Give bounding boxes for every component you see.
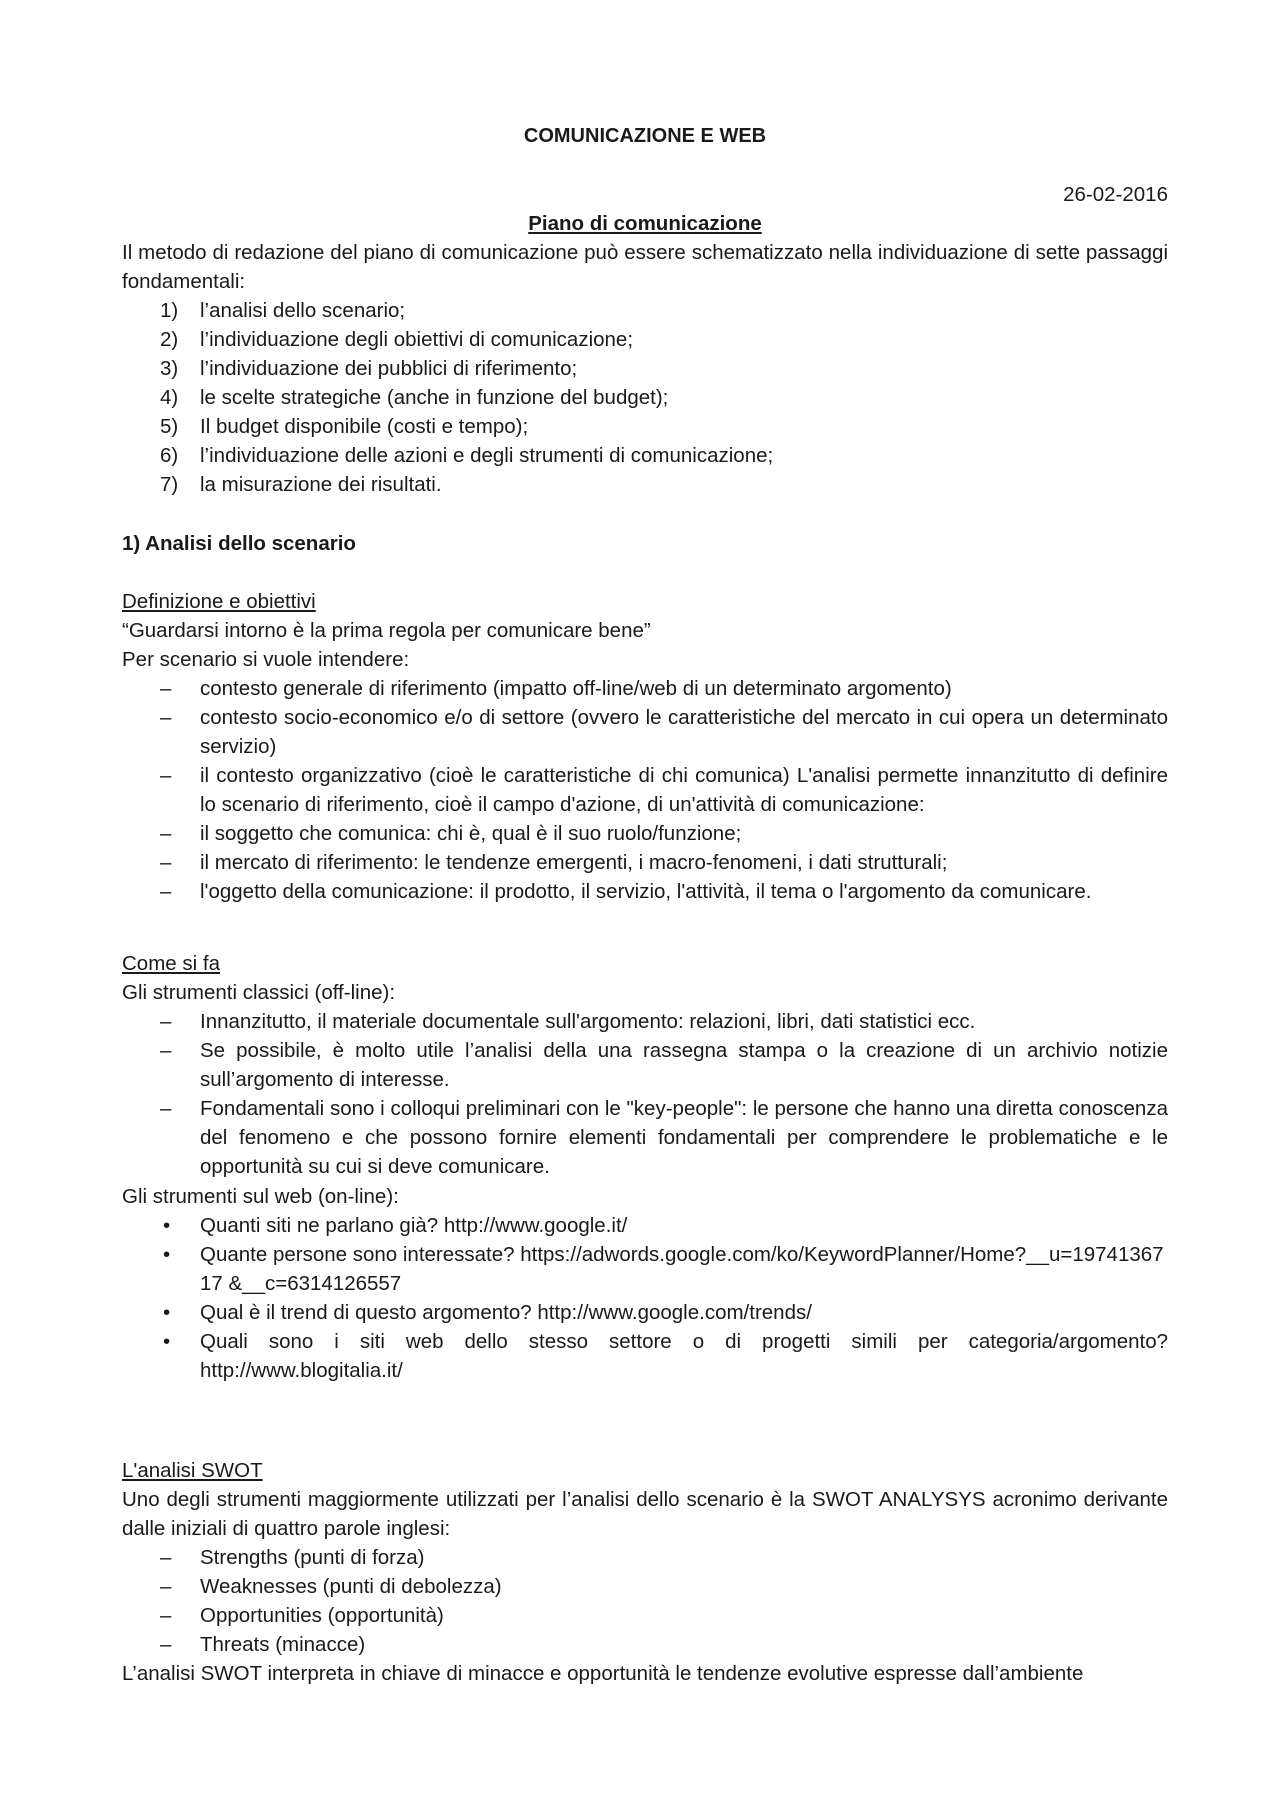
swot-list [122, 1543, 1168, 1659]
definizione-lead: Per scenario si vuole intendere: [122, 648, 410, 671]
offline-lead: Gli strumenti classici (off-line): [122, 981, 396, 1004]
list-item [122, 470, 1168, 499]
swot-closing: L’analisi SWOT interpreta in chiave di minacce e opportunità le tendenze evolutive espresse dall’ambiente [122, 1662, 1084, 1685]
list-item-number: 5) [160, 415, 179, 438]
list-item: – Innanzitutto, il materiale documentale sull'argomento: relazioni, libri, dati statistici ecc. [122, 1007, 1168, 1036]
subsection-heading-definizione: Definizione e obiettivi [122, 590, 316, 613]
list-item [122, 441, 1168, 470]
list-item-number: 1) [160, 299, 179, 322]
swot-intro: Uno degli strumenti maggiormente utilizzati per l’analisi dello scenario è la SWOT ANALYSYS acronimo derivante dalle iniziali di quattro parole inglesi: [122, 1488, 1168, 1540]
list-item: – contesto generale di riferimento (impatto off-line/web di un determinato argomento) [122, 674, 1168, 703]
definizione-list-container [122, 674, 1168, 906]
intro-text: Il metodo di redazione del piano di comunicazione può essere schematizzato nella individuazione di sette passaggi fondamentali: [122, 241, 1168, 293]
section-heading: 1) Analisi dello scenario [122, 532, 356, 555]
list-item [122, 412, 1168, 441]
definizione-list [122, 674, 1168, 906]
list-item: – il mercato di riferimento: le tendenze emergenti, i macro-fenomeni, i dati strutturali; [122, 848, 1168, 877]
subsection-heading-swot: L'analisi SWOT [122, 1459, 263, 1482]
list-item: – Fondamentali sono i colloqui preliminari con le "key-people": le persone che hanno una diretta conoscenza del fenomeno e che possono fornire elementi fondamentali per comprendere le problematiche e le opportunità su cui si deve comunicare. [122, 1094, 1168, 1181]
list-item-text: l’individuazione degli obiettivi di comunicazione; [200, 328, 634, 351]
list-item: • Quali sono i siti web dello stesso settore o di progetti simili per categoria/argomento? http://www.blogitalia.it/ [122, 1327, 1168, 1385]
list-item: • Quante persone sono interessate? https://adwords.google.com/ko/KeywordPlanner/Home?__u=1974136717 &__c=6314126557 [122, 1240, 1168, 1298]
online-list-container [122, 1211, 1168, 1385]
online-lead: Gli strumenti sul web (on-line): [122, 1185, 399, 1208]
offline-list-container [122, 1007, 1168, 1181]
list-item-number: 3) [160, 357, 179, 380]
list-item: – l'oggetto della comunicazione: il prodotto, il servizio, l'attività, il tema o l'argomento da comunicare. [122, 877, 1168, 906]
list-item-text: Il budget disponibile (costi e tempo); [200, 415, 529, 438]
list-item: • Qual è il trend di questo argomento? http://www.google.com/trends/ [122, 1298, 1168, 1327]
list-item [122, 325, 1168, 354]
subsection-heading-come: Come si fa [122, 952, 220, 975]
offline-list [122, 1007, 1168, 1181]
list-item: – Threats (minacce) [122, 1630, 1168, 1659]
list-item [122, 354, 1168, 383]
list-item-text: la misurazione dei risultati. [200, 473, 442, 496]
document-title: COMUNICAZIONE E WEB [523, 125, 767, 147]
list-item-text: le scelte strategiche (anche in funzione del budget); [200, 386, 669, 409]
list-item: – contesto socio-economico e/o di settore (ovvero le caratteristiche del mercato in cui opera un determinato servizio) [122, 703, 1168, 761]
list-item [122, 296, 1168, 325]
intro-paragraph [122, 238, 1168, 296]
swot-list-container [122, 1543, 1168, 1659]
list-item: – il soggetto che comunica: chi è, qual è il suo ruolo/funzione; [122, 819, 1168, 848]
list-item-number: 4) [160, 386, 179, 409]
list-item-text: l’analisi dello scenario; [200, 299, 406, 322]
quote-text: “Guardarsi intorno è la prima regola per comunicare bene” [122, 619, 651, 642]
document-subtitle: Piano di comunicazione [528, 212, 762, 235]
list-item [122, 383, 1168, 412]
list-item-number: 2) [160, 328, 179, 351]
document-date: 26-02-2016 [1063, 183, 1168, 206]
list-item-number: 6) [160, 444, 179, 467]
list-item: – Weaknesses (punti di debolezza) [122, 1572, 1168, 1601]
list-item: – il contesto organizzativo (cioè le caratteristiche di chi comunica) L'analisi permette innanzitutto di definire lo scenario di riferimento, cioè il campo d'azione, di un'attività di comunicazione: [122, 761, 1168, 819]
list-item-text: l’individuazione dei pubblici di riferimento; [200, 357, 578, 380]
steps-list-container [122, 296, 1168, 499]
list-item: – Opportunities (opportunità) [122, 1601, 1168, 1630]
steps-list [122, 296, 1168, 499]
list-item: – Se possibile, è molto utile l’analisi della una rassegna stampa o la creazione di un archivio notizie sull’argomento di interesse. [122, 1036, 1168, 1094]
online-list [122, 1211, 1168, 1385]
list-item: – Strengths (punti di forza) [122, 1543, 1168, 1572]
list-item-text: l’individuazione delle azioni e degli strumenti di comunicazione; [200, 444, 774, 467]
list-item: • Quanti siti ne parlano già? http://www.google.it/ [122, 1211, 1168, 1240]
list-item-number: 7) [160, 473, 179, 496]
